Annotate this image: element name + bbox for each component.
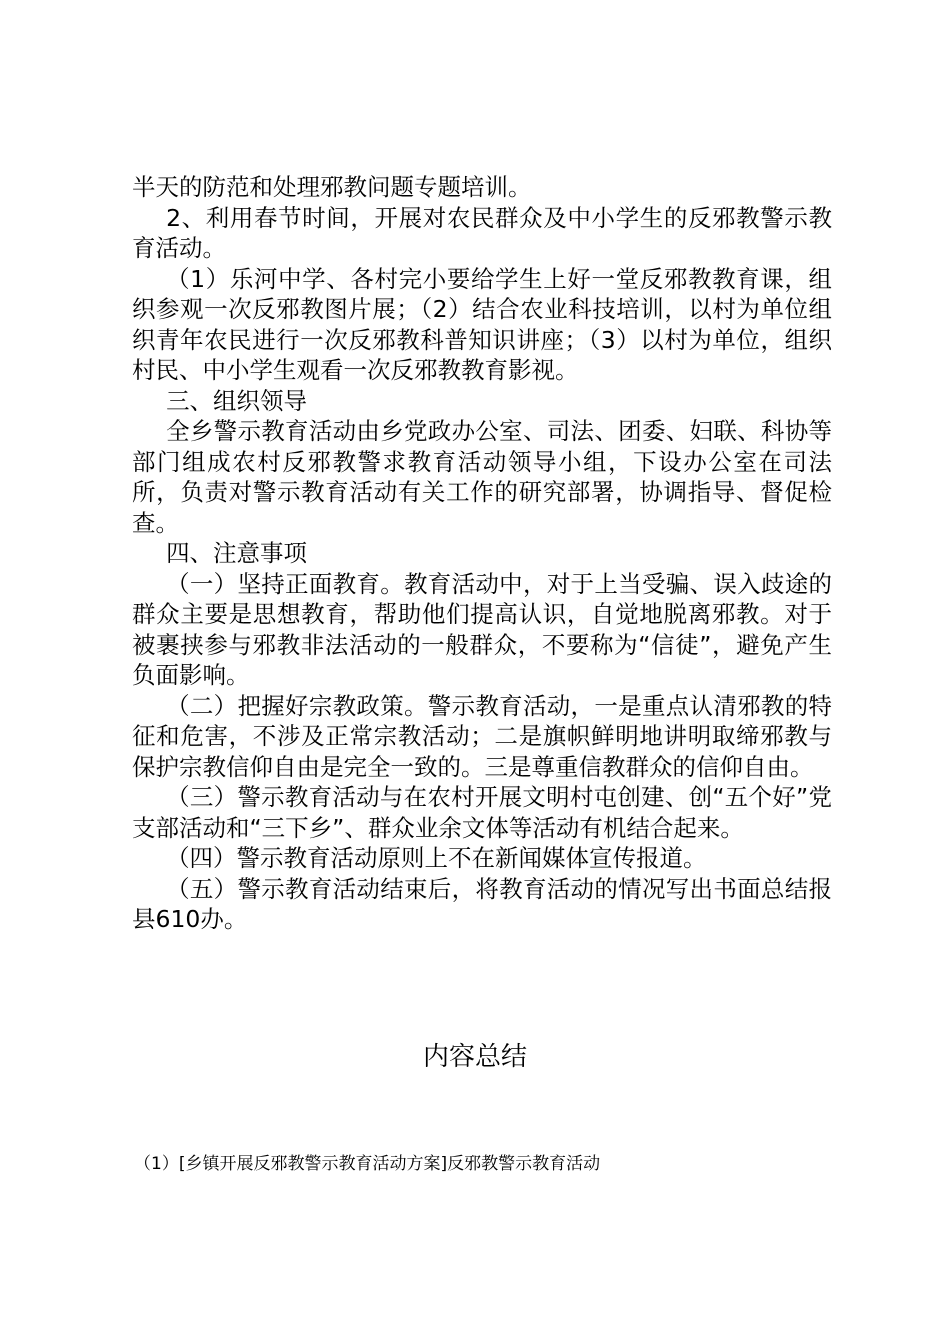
paragraph: （四）警示教育活动原则上不在新闻媒体宣传报道。 <box>166 844 707 872</box>
paragraph: 半天的防范和处理邪教问题专题培训。 <box>132 173 532 201</box>
paragraph: 全乡警示教育活动由乡党政办公室、司法、团委、妇联、科协等部门组成农村反邪教警求教育活动领导小组，下设办公室在司法所，负责对警示教育活动有关工作的研究部署，协调指导、督促检查。 <box>132 417 832 537</box>
summary-title: 内容总结 <box>422 1042 527 1072</box>
paragraph: （五）警示教育活动结束后，将教育活动的情况写出书面总结报县610办。 <box>132 874 832 933</box>
paragraph: （一）坚持正面教育。教育活动中，对于上当受骗、误入歧途的群众主要是思想教育，帮助他们提高认识，自觉地脱离邪教。对于被裹挟参与邪教非法活动的一般群众，不要称为“信徒”，避免产生负面影响。 <box>132 569 832 689</box>
paragraph: （1）乐河中学、各村完小要给学生上好一堂反邪教教育课，组织参观一次反邪教图片展；（2）结合农业科技培训，以村为单位组织青年农民进行一次反邪教科普知识讲座；（3）以村为单位，组织村民、中小学生观看一次反邪教教育影视。 <box>132 264 832 384</box>
paragraph: 2、利用春节时间，开展对农民群众及中小学生的反邪教警示教育活动。 <box>132 203 832 262</box>
paragraph: （三）警示教育活动与在农村开展文明村屯创建、创“五个好”党支部活动和“三下乡”、群众业余文体等活动有机结合起来。 <box>132 783 832 842</box>
paragraph: （二）把握好宗教政策。警示教育活动，一是重点认清邪教的特征和危害，不涉及正常宗教活动；二是旗帜鲜明地讲明取缔邪教与保护宗教信仰自由是完全一致的。三是尊重信教群众的信仰自由。 <box>132 691 832 781</box>
summary-item: （1）[乡镇开展反邪教警示教育活动方案]反邪教警示教育活动 <box>134 1154 601 1174</box>
section-heading: 四、注意事项 <box>166 539 308 567</box>
document-body <box>132 172 832 935</box>
section-heading: 三、组织领导 <box>166 386 308 415</box>
